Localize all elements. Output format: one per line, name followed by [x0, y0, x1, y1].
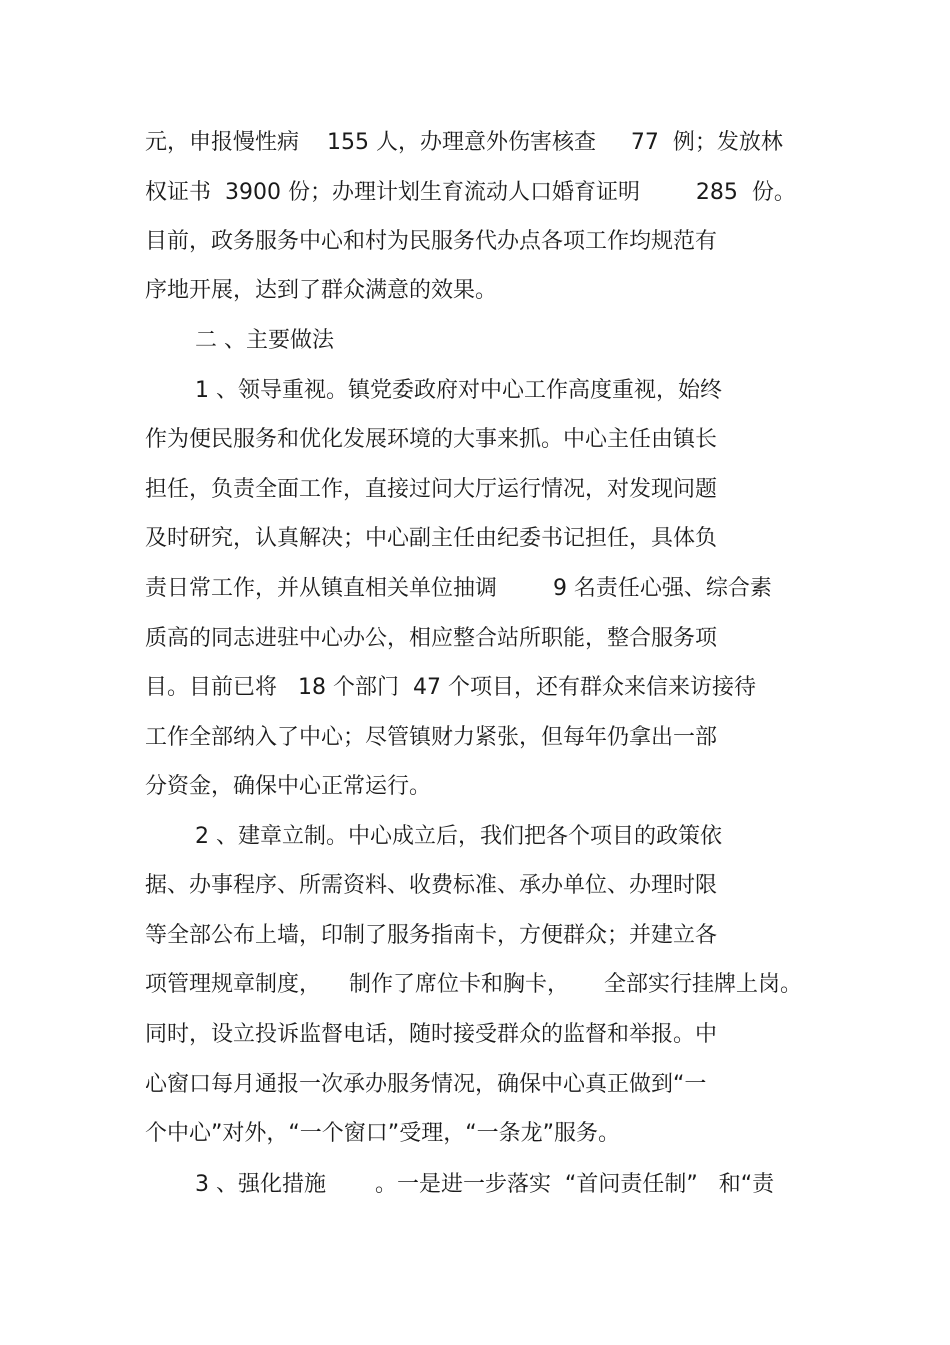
text-line: 等全部公布上墙，印制了服务指南卡，方便群众；并建立各 [145, 923, 718, 948]
text-line: 元，申报慢性病 155 人，办理意外伤害核查 77 例；发放林 [145, 130, 783, 155]
text-line: 3 、强化措施 。一是进一步落实 “首问责任制” 和“责 [195, 1172, 775, 1197]
section-heading: 二 、主要做法 [195, 328, 334, 353]
text-line: 目前，政务服务中心和村为民服务代办点各项工作均规范有 [145, 229, 718, 254]
text-line: 及时研究，认真解决；中心副主任由纪委书记担任，具体负 [145, 526, 718, 551]
text-line: 据、办事程序、所需资料、收费标准、承办单位、办理时限 [145, 873, 718, 898]
text-line: 作为便民服务和优化发展环境的大事来抓。中心主任由镇长 [145, 427, 718, 452]
text-line: 个中心”对外，“一个窗口”受理，“一条龙”服务。 [145, 1121, 620, 1146]
text-line: 担任，负责全面工作，直接过问大厅运行情况，对发现问题 [145, 477, 718, 502]
text-line: 1 、领导重视。镇党委政府对中心工作高度重视，始终 [195, 378, 722, 403]
text-line: 序地开展，达到了群众满意的效果。 [145, 278, 498, 303]
text-line: 权证书 3900 份；办理计划生育流动人口婚育证明 285 份。 [145, 180, 796, 205]
text-line: 项管理规章制度， 制作了席位卡和胸卡， 全部实行挂牌上岗。 [145, 972, 802, 997]
text-line: 工作全部纳入了中心；尽管镇财力紧张，但每年仍拿出一部 [145, 725, 718, 750]
text-line: 心窗口每月通报一次承办服务情况，确保中心真正做到“一 [145, 1072, 707, 1097]
text-line: 质高的同志进驻中心办公，相应整合站所职能，整合服务项 [145, 626, 718, 651]
text-line: 同时，设立投诉监督电话，随时接受群众的监督和举报。中 [145, 1022, 718, 1047]
text-line: 2 、建章立制。中心成立后，我们把各个项目的政策依 [195, 824, 722, 849]
text-line: 分资金，确保中心正常运行。 [145, 774, 432, 799]
text-line: 目。目前已将 18 个部门 47 个项目，还有群众来信来访接待 [145, 675, 756, 700]
text-line: 责日常工作，并从镇直相关单位抽调 9 名责任心强、综合素 [145, 576, 772, 601]
